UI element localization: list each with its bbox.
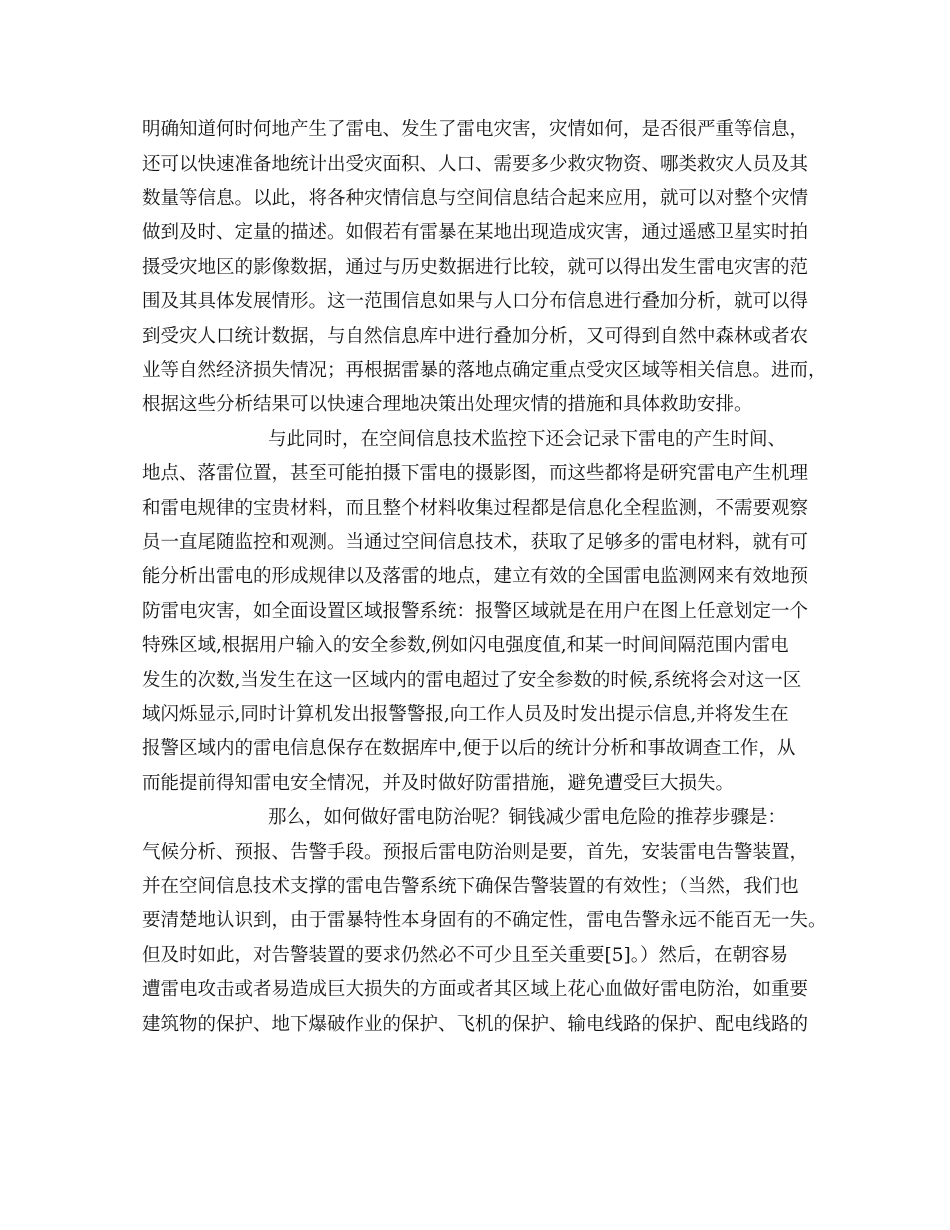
text-line: 特殊区域,根据用户输入的安全参数,例如闪电强度值,和某一时间间隔范围内雷电 — [142, 635, 789, 656]
text-line: 围及其具体发展情形。这一范围信息如果与人口分布信息进行叠加分析，就可以得 — [142, 291, 809, 312]
text-line: 报警区域内的雷电信息保存在数据库中,便于以后的统计分析和事故调查工作，从 — [142, 738, 796, 759]
text-line: 但及时如此，对告警装置的要求仍然必不可少且至关重要[5]。）然后，在朝容易 — [142, 945, 788, 966]
text-line: 建筑物的保护、地下爆破作业的保护、飞机的保护、输电线路的保护、配电线路的 — [142, 1014, 809, 1035]
text-line: 那么，如何做好雷电防治呢？铜钱减少雷电危险的推荐步骤是： — [268, 807, 787, 828]
text-line: 根据这些分析结果可以快速合理地决策出处理灾情的措施和具体救助安排。 — [142, 394, 753, 415]
text-line: 发生的次数,当发生在这一区域内的雷电超过了安全参数的时候,系统将会对这一区 — [142, 670, 802, 691]
text-line: 明确知道何时何地产生了雷电、发生了雷电灾害，灾情如何，是否很严重等信息， — [142, 119, 809, 140]
text-line: 摄受灾地区的影像数据，通过与历史数据进行比较，就可以得出发生雷电灾害的范 — [142, 257, 809, 278]
text-line: 与此同时，在空间信息技术监控下还会记录下雷电的产生时间、 — [268, 429, 787, 450]
text-line: 还可以快速准备地统计出受灾面积、人口、需要多少救灾物资、哪类救灾人员及其 — [142, 154, 809, 175]
text-line: 能分析出雷电的形成规律以及落雷的地点，建立有效的全国雷电监测网来有效地预 — [142, 566, 809, 587]
text-line: 员一直尾随监控和观测。当通过空间信息技术，获取了足够多的雷电材料，就有可 — [142, 532, 809, 553]
text-line: 业等自然经济损失情况；再根据雷暴的落地点确定重点受灾区域等相关信息。进而， — [142, 360, 827, 381]
text-line: 数量等信息。以此，将各种灾情信息与空间信息结合起来应用，就可以对整个灾情 — [142, 188, 809, 209]
text-line: 地点、落雷位置，甚至可能拍摄下雷电的摄影图，而这些都将是研究雷电产生机理 — [142, 463, 809, 484]
text-line: 并在空间信息技术支撑的雷电告警系统下确保告警装置的有效性；（当然，我们也 — [142, 876, 799, 897]
text-line: 防雷电灾害，如全面设置区域报警系统：报警区域就是在用户在图上任意划定一个 — [142, 601, 809, 622]
text-line: 和雷电规律的宝贵材料，而且整个材料收集过程都是信息化全程监测，不需要观察 — [142, 498, 809, 519]
text-line: 遭雷电攻击或者易造成巨大损失的方面或者其区域上花心血做好雷电防治，如重要 — [142, 979, 809, 1000]
text-line: 要清楚地认识到，由于雷暴特性本身固有的不确定性，雷电告警永远不能百无一失。 — [142, 910, 827, 931]
text-line: 而能提前得知雷电安全情况，并及时做好防雷措施，避免遭受巨大损失。 — [142, 773, 735, 794]
text-line: 做到及时、定量的描述。如假若有雷暴在某地出现造成灾害，通过遥感卫星实时拍 — [142, 222, 809, 243]
text-line: 到受灾人口统计数据，与自然信息库中进行叠加分析，又可得到自然中森林或者农 — [142, 326, 809, 347]
text-line: 气候分析、预报、告警手段。预报后雷电防治则是要，首先，安装雷电告警装置， — [142, 842, 809, 863]
text-line: 域闪烁显示,同时计算机发出报警警报,向工作人员及时发出提示信息,并将发生在 — [142, 704, 789, 725]
